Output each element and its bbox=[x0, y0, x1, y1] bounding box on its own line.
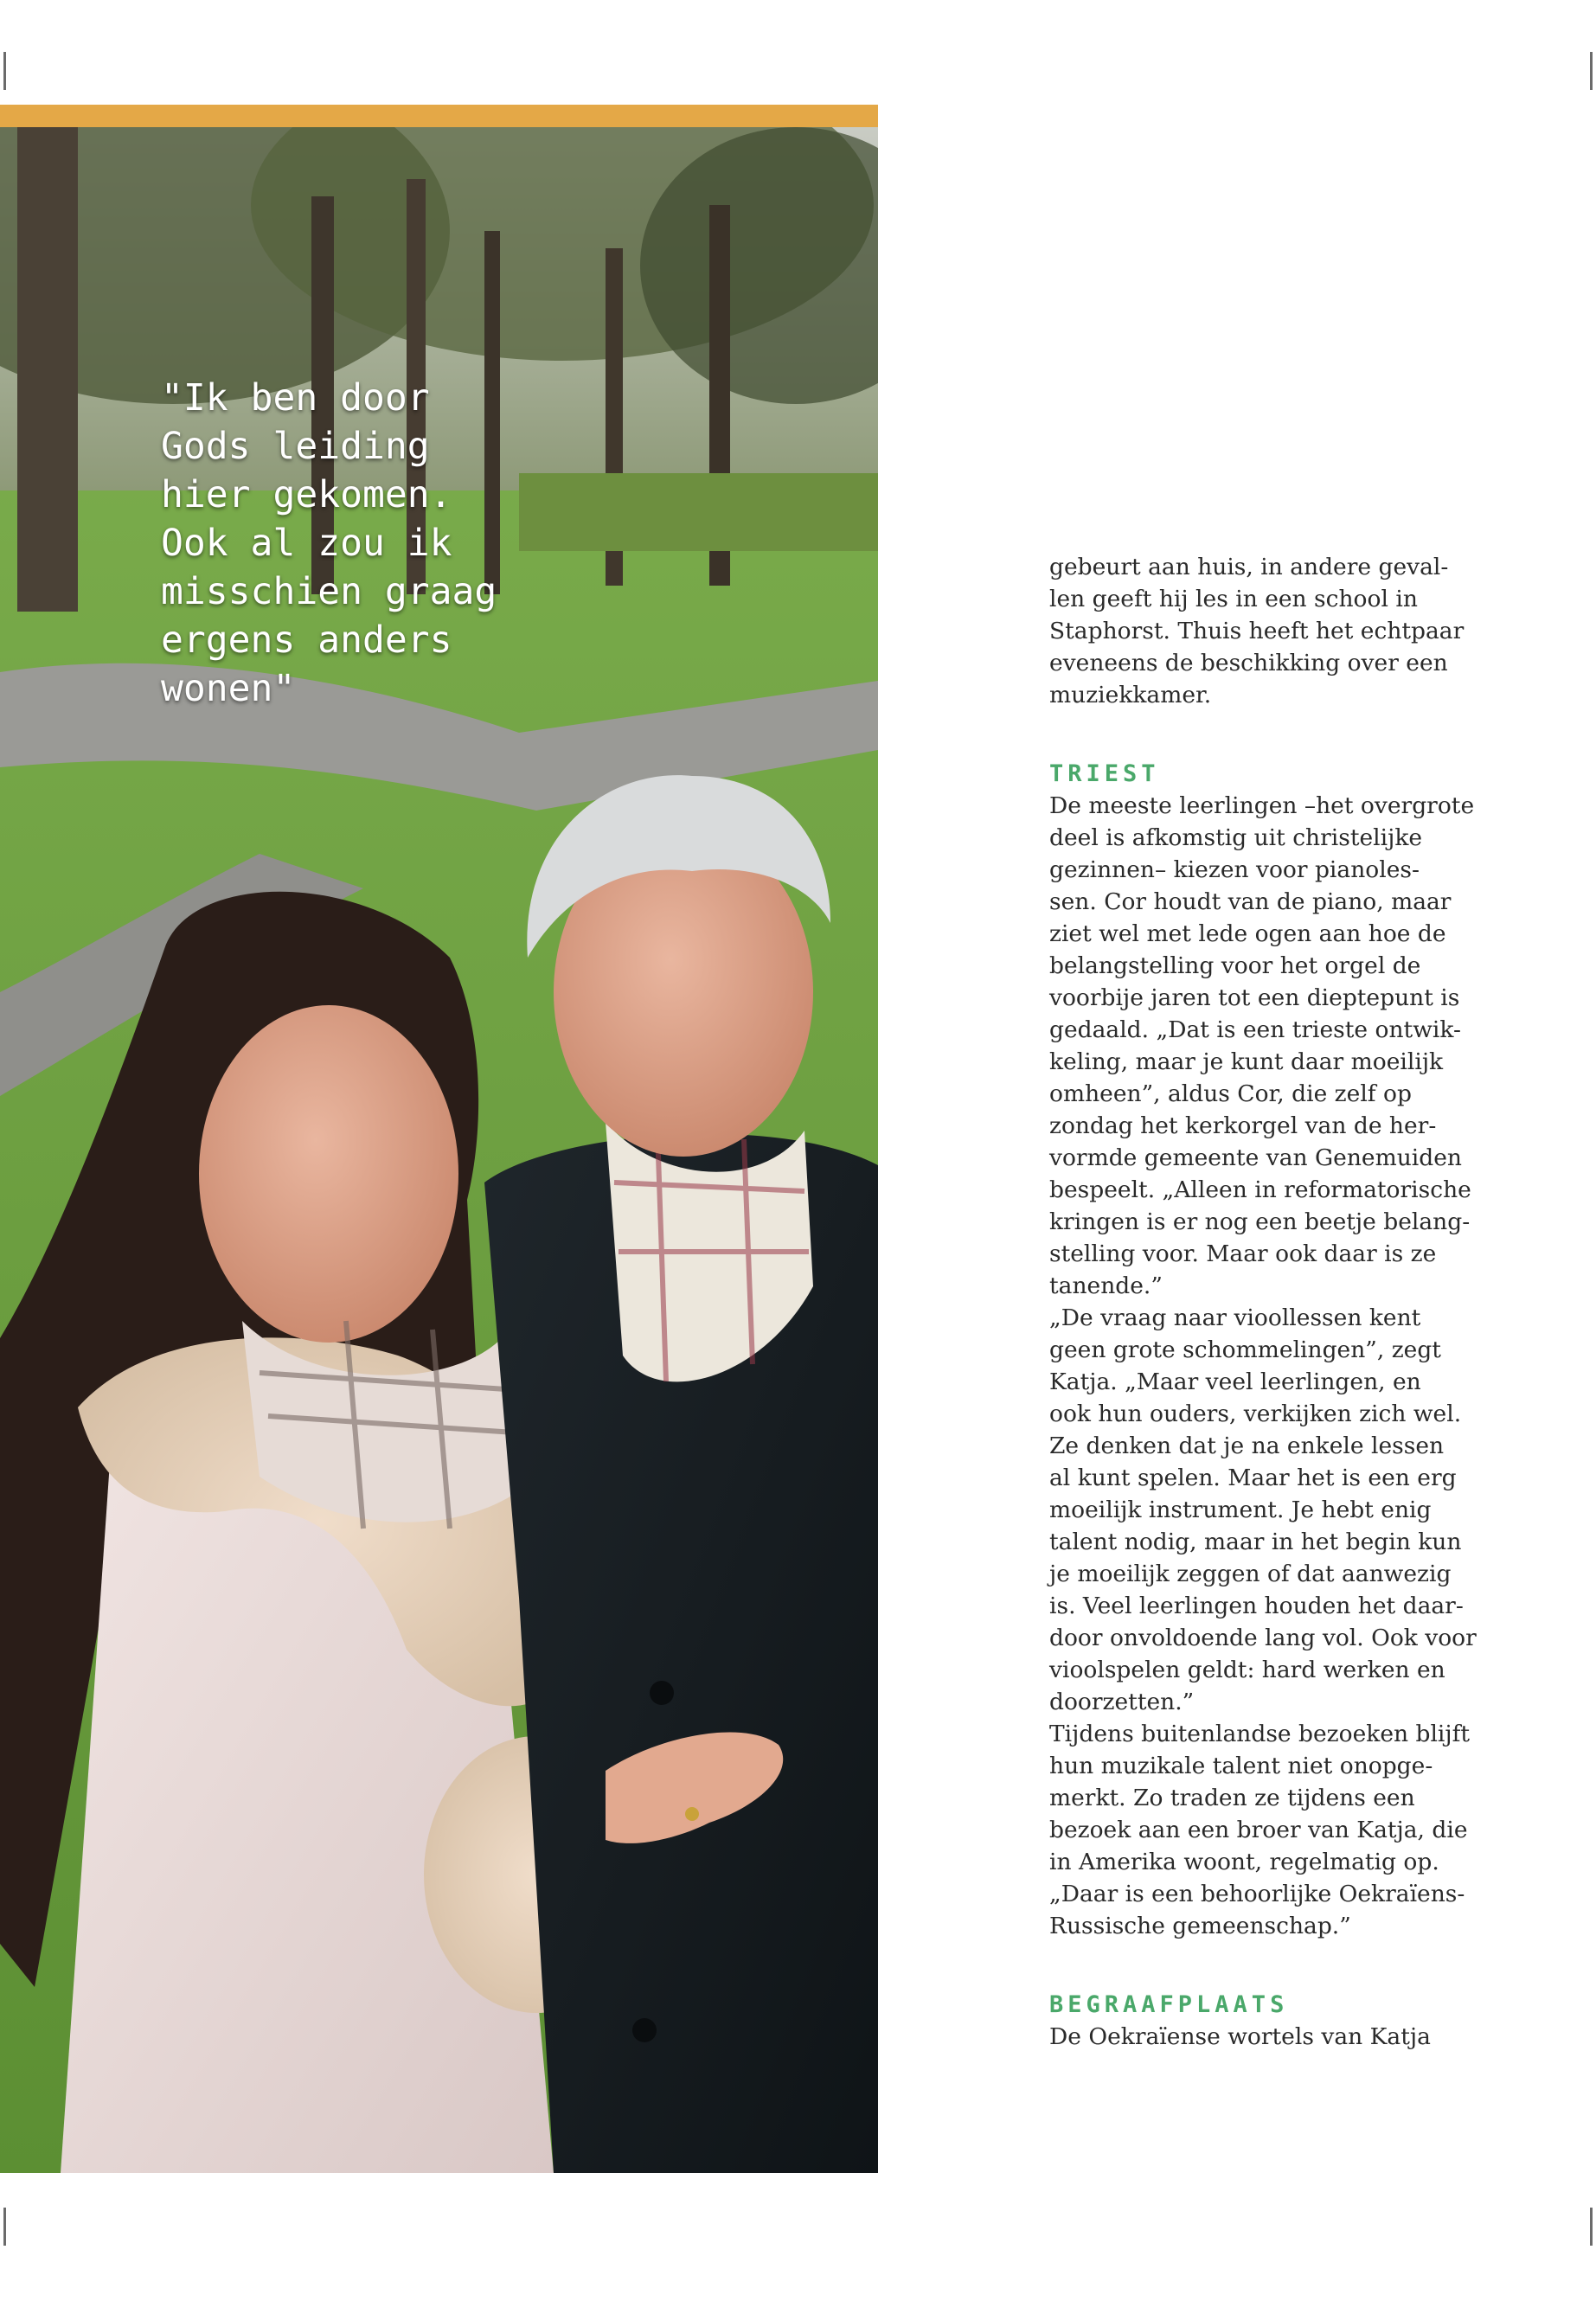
article-body bbox=[1049, 551, 1482, 2053]
intro-paragraph: gebeurt aan huis, in andere geval- len geeft hij les in een school in Staphorst. Thuis heeft het echtpaar eveneens de beschikking over een muziekkamer. bbox=[1049, 554, 1465, 708]
crop-mark-bottom-right bbox=[1590, 2208, 1593, 2246]
paragraph: Tijdens buitenlandse bezoeken blijft hun muzikale talent niet onopge- merkt. Zo traden ze tijdens een bezoek aan een broer van Katja, die in Amerika woont, regelmatig op. „Daar is een behoorlijke Oekraïens- Russische gemeenschap.” bbox=[1049, 1721, 1471, 1939]
paragraph: De meeste leerlingen –het overgrote deel is afkomstig uit christelijke gezinnen– kiezen voor pianoles- sen. Cor houdt van de piano, maar ziet wel met lede ogen aan hoe de belangstelling voor het orgel de voorbije jaren tot een dieptepunt is gedaald. „Dat is een trieste ontwik- keling, maar je kunt daar moeilijk omheen”, aldus Cor, die zelf op zondag het kerkorgel van de her- vormde gemeente van Genemuiden bespeelt. „Alleen in reformatorische kringen is er nog een beetje belang- stelling voor. Maar ook daar is ze tanende.” bbox=[1049, 792, 1475, 1299]
paragraph: „De vraag naar vioollessen kent geen grote schommelingen”, zegt Katja. „Maar veel leerlingen, en ook hun ouders, verkijken zich wel. Ze denken dat je na enkele lessen al kunt spelen. Maar het is een erg moeilijk instrument. Je hebt enig talent nodig, maar in het begin kun je moeilijk zeggen of dat aanwezig is. Veel leerlingen houden het daar- door onvoldoende lang vol. Ook voor vioolspelen geldt: hard werken en doorzetten.” bbox=[1049, 1304, 1477, 1715]
crop-mark-bottom-left bbox=[3, 2208, 6, 2246]
section-heading-triest: TRIEST bbox=[1049, 760, 1160, 787]
pull-quote: "Ik ben door Gods leiding hier gekomen. Ook al zou ik misschien graag ergens anders wonen" bbox=[161, 376, 497, 710]
crop-mark-top-right bbox=[1590, 52, 1593, 90]
crop-mark-top-left bbox=[3, 52, 6, 90]
paragraph: De Oekraïense wortels van Katja bbox=[1049, 2023, 1431, 2050]
accent-bar bbox=[0, 105, 878, 127]
section-heading-begraafplaats: BEGRAAFPLAATS bbox=[1049, 1991, 1289, 2018]
